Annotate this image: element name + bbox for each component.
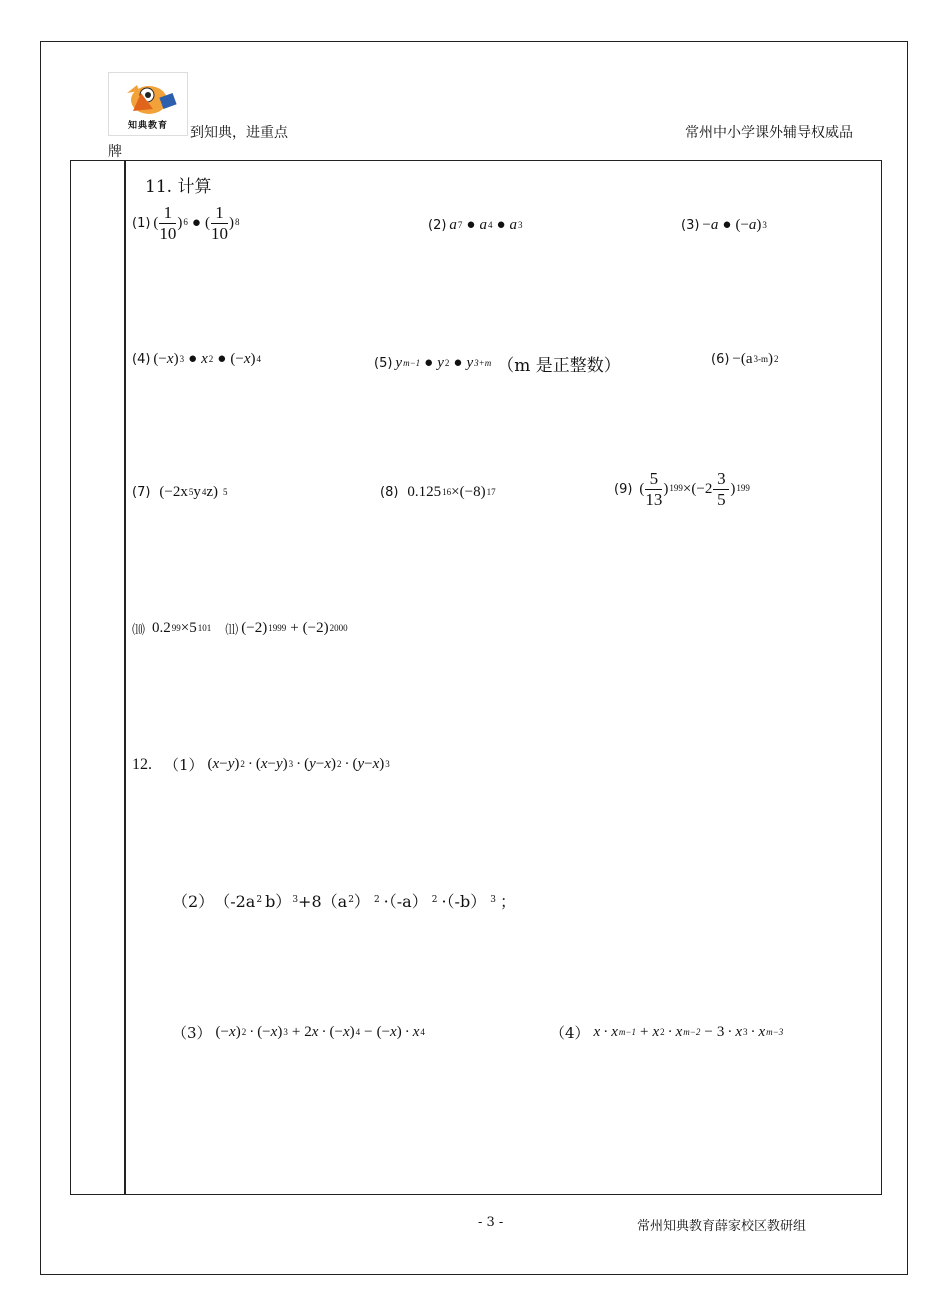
problem-3: (3) − a ● (− a ) 3 [681, 217, 767, 233]
problem-8: (8) 0.125 16 ×(−8) 17 [380, 484, 496, 500]
section-12-q2: （2） （-2a 2 b） 3 +8（a 2 ） 2 ·（-a） 2 ·（-b） 3 ； [172, 892, 516, 911]
problem-11-number: ⑾ [225, 623, 239, 638]
problem-1: (1) ( $\frac{1}{10}$ ) 6 ● ( $\frac{1}{10}$ ) 8 [132, 203, 240, 243]
header-slogan: 到知典，进重点 [190, 125, 288, 141]
problem-6: (6) −(a 3-m ) 2 [711, 351, 779, 367]
problem-9: (9) ( $\frac{5}{13}$ ) 199 ×(−2 $\frac{3}{5}$ ) 199 [614, 469, 750, 509]
problem-2: (2) a 7 ● a 4 ● a 3 [428, 217, 523, 233]
page-number: - 3 - [478, 1215, 504, 1230]
section-12-q3: （3） (− x ) 2 · (− x ) 3 + 2 x · (− x ) 4 − (− x ) · x 4 [172, 1024, 425, 1042]
content-divider [124, 160, 126, 1195]
section-12-q1: 12. （1） ( x − y ) 2 · ( x − y ) 3 · ( y − x ) 2 · ( y − x ) 3 [132, 755, 390, 774]
section-12-q4: （4） x · x m−1 + x 2 · x m−2 − 3 · x 3 · x m−3 [550, 1024, 784, 1042]
logo-text: 知典教育 [127, 121, 168, 131]
section-11-title: 11. 计算 [145, 177, 212, 197]
problem-5: (5) y m−1 ● y 2 ● y 3+m （m 是正整数） [374, 355, 621, 376]
logo [108, 72, 188, 136]
problem-7: (7) (−2x 5 y 4 z) 5 [132, 484, 228, 500]
problem-4: (4) (− x ) 3 ● x 2 ● (− x ) 4 [132, 351, 261, 367]
problem-10: ⑽ 0.2 99 ×5 101 ⑾ (−2) 1999 + (−2) 2000 [132, 620, 348, 638]
logo-figure-icon [109, 73, 187, 121]
header-right-text: 常州中小学课外辅导权威品 [685, 125, 853, 141]
footer-org: 常州知典教育薛家校区教研组 [637, 1219, 807, 1234]
header-slogan-wrap: 牌 [108, 144, 122, 160]
